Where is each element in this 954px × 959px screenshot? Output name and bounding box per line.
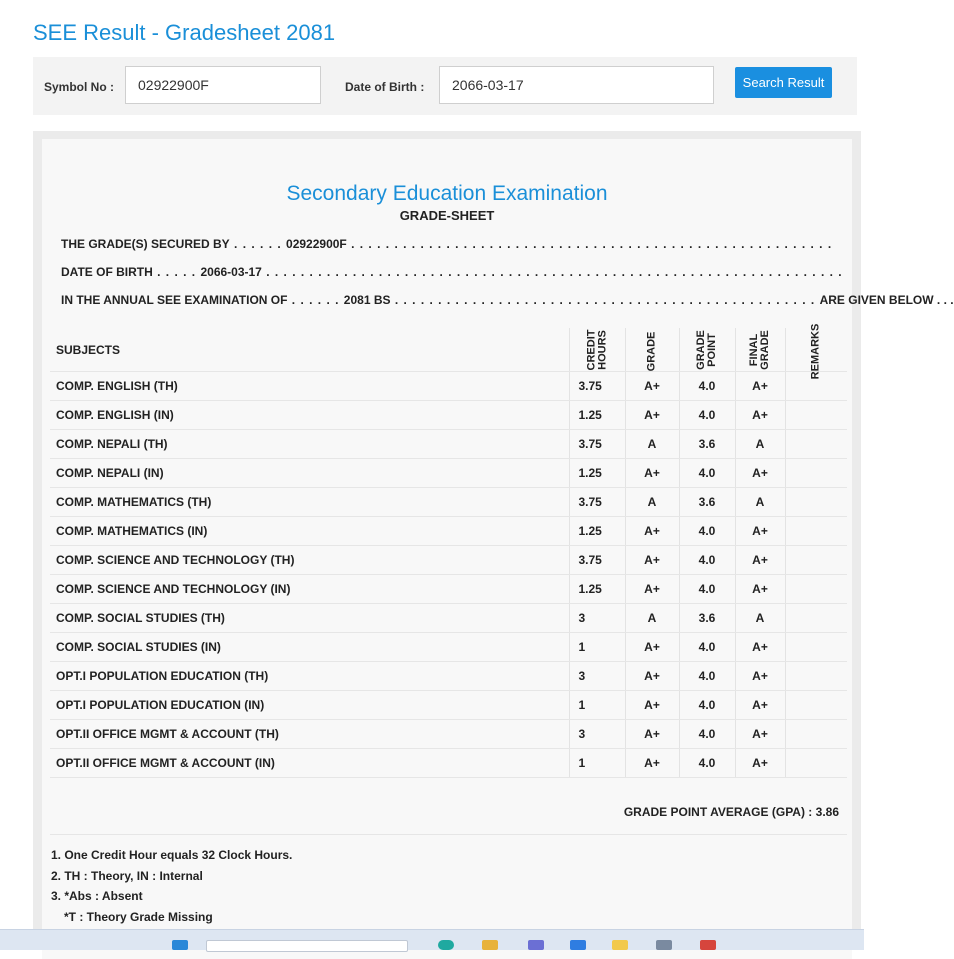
grade-point-cell: 3.6 bbox=[679, 488, 735, 517]
teams-icon[interactable] bbox=[528, 940, 544, 950]
remarks-cell bbox=[785, 546, 847, 575]
grade-cell: A bbox=[625, 604, 679, 633]
credit-hours-cell: 3 bbox=[569, 604, 625, 633]
grade-cell: A+ bbox=[625, 720, 679, 749]
grade-cell: A bbox=[625, 488, 679, 517]
edge-icon[interactable] bbox=[570, 940, 586, 950]
subject-cell: COMP. SCIENCE AND TECHNOLOGY (IN) bbox=[50, 575, 569, 604]
grade-point-cell: 4.0 bbox=[679, 401, 735, 430]
taskbar-search-box[interactable] bbox=[206, 940, 408, 952]
grade-point-cell: 4.0 bbox=[679, 720, 735, 749]
grade-cell: A+ bbox=[625, 575, 679, 604]
grade-point-cell: 4.0 bbox=[679, 662, 735, 691]
notes-list bbox=[51, 845, 292, 927]
header-remarks: REMARKS bbox=[785, 328, 847, 372]
app-icon-2[interactable] bbox=[656, 940, 672, 950]
subject-cell: COMP. SOCIAL STUDIES (TH) bbox=[50, 604, 569, 633]
remarks-cell bbox=[785, 633, 847, 662]
subject-cell: COMP. MATHEMATICS (IN) bbox=[50, 517, 569, 546]
remarks-cell bbox=[785, 575, 847, 604]
table-row bbox=[50, 575, 847, 604]
remarks-cell bbox=[785, 604, 847, 633]
grade-point-cell: 4.0 bbox=[679, 575, 735, 604]
header-subjects: SUBJECTS bbox=[50, 328, 569, 372]
credit-hours-cell: 3 bbox=[569, 720, 625, 749]
grades-table bbox=[50, 323, 847, 778]
remarks-cell bbox=[785, 488, 847, 517]
table-row bbox=[50, 749, 847, 778]
credit-hours-cell: 1.25 bbox=[569, 401, 625, 430]
gpa-row bbox=[50, 787, 847, 835]
credit-hours-cell: 1.25 bbox=[569, 459, 625, 488]
grade-sheet bbox=[42, 139, 954, 959]
final-grade-cell: A+ bbox=[735, 633, 785, 662]
final-grade-cell: A bbox=[735, 488, 785, 517]
sheet-dob-value: 2066-03-17 bbox=[200, 265, 262, 279]
table-row bbox=[50, 401, 847, 430]
given-below: ARE GIVEN BELOW . . . bbox=[819, 293, 954, 307]
browser-icon[interactable] bbox=[438, 940, 454, 950]
header-grade: GRADE bbox=[625, 328, 679, 372]
final-grade-cell: A+ bbox=[735, 372, 785, 401]
grade-cell: A+ bbox=[625, 459, 679, 488]
remarks-cell bbox=[785, 430, 847, 459]
subject-cell: COMP. SOCIAL STUDIES (IN) bbox=[50, 633, 569, 662]
remarks-cell bbox=[785, 459, 847, 488]
final-grade-cell: A bbox=[735, 604, 785, 633]
credit-hours-cell: 1 bbox=[569, 633, 625, 662]
subject-cell: OPT.I POPULATION EDUCATION (IN) bbox=[50, 691, 569, 720]
table-row bbox=[50, 459, 847, 488]
exam-line: IN THE ANNUAL SEE EXAMINATION OF . . . . . . 2081 BS . . . . . . . . . . . . . . . . . . . . . . . . . . . . . . . . . . . . . . . . . . . . . . . . . ARE GIVEN BELOW . . . bbox=[61, 293, 954, 307]
taskbar bbox=[0, 929, 864, 950]
note-item: 2. TH : Theory, IN : Internal bbox=[51, 868, 203, 883]
final-grade-cell: A+ bbox=[735, 459, 785, 488]
note-item: 3. *Abs : Absent bbox=[51, 889, 143, 903]
table-row bbox=[50, 546, 847, 575]
header-credit-hours: CREDIT HOURS bbox=[569, 328, 625, 372]
credit-hours-cell: 1.25 bbox=[569, 517, 625, 546]
credit-hours-cell: 3 bbox=[569, 662, 625, 691]
table-row bbox=[50, 633, 847, 662]
final-grade-cell: A+ bbox=[735, 691, 785, 720]
subject-cell: COMP. NEPALI (TH) bbox=[50, 430, 569, 459]
dob-input[interactable] bbox=[439, 66, 714, 104]
subject-cell: COMP. ENGLISH (TH) bbox=[50, 372, 569, 401]
symbol-no-label: Symbol No : bbox=[44, 80, 115, 94]
credit-hours-cell: 3.75 bbox=[569, 488, 625, 517]
remarks-cell bbox=[785, 662, 847, 691]
credit-hours-cell: 1 bbox=[569, 749, 625, 778]
table-row bbox=[50, 691, 847, 720]
table-row bbox=[50, 430, 847, 459]
folder-icon[interactable] bbox=[482, 940, 498, 950]
final-grade-cell: A+ bbox=[735, 546, 785, 575]
table-row bbox=[50, 720, 847, 749]
final-grade-cell: A+ bbox=[735, 749, 785, 778]
grade-cell: A+ bbox=[625, 401, 679, 430]
grade-sheet-title: GRADE-SHEET bbox=[399, 208, 495, 223]
sheet-dob-label: DATE OF BIRTH bbox=[61, 265, 153, 279]
page-title: SEE Result - Gradesheet 2081 bbox=[33, 20, 336, 45]
app-icon-3[interactable] bbox=[700, 940, 716, 950]
grade-point-cell: 4.0 bbox=[679, 372, 735, 401]
final-grade-cell: A bbox=[735, 430, 785, 459]
credit-hours-cell: 1.25 bbox=[569, 575, 625, 604]
secured-by-value: 02922900F bbox=[286, 237, 347, 251]
table-row bbox=[50, 517, 847, 546]
exam-title: Secondary Education Examination bbox=[286, 182, 608, 205]
remarks-cell bbox=[785, 691, 847, 720]
secured-by-label: THE GRADE(S) SECURED BY bbox=[61, 237, 230, 251]
symbol-no-input[interactable] bbox=[125, 66, 321, 104]
app-icon[interactable] bbox=[612, 940, 628, 950]
subject-cell: OPT.II OFFICE MGMT & ACCOUNT (IN) bbox=[50, 749, 569, 778]
credit-hours-cell: 1 bbox=[569, 691, 625, 720]
grade-cell: A bbox=[625, 430, 679, 459]
header-grade-point: GRADE POINT bbox=[679, 328, 735, 372]
subject-cell: COMP. MATHEMATICS (TH) bbox=[50, 488, 569, 517]
subject-cell: COMP. SCIENCE AND TECHNOLOGY (TH) bbox=[50, 546, 569, 575]
exam-label: IN THE ANNUAL SEE EXAMINATION OF bbox=[61, 293, 288, 307]
final-grade-cell: A+ bbox=[735, 575, 785, 604]
table-row bbox=[50, 488, 847, 517]
grade-point-cell: 4.0 bbox=[679, 691, 735, 720]
subject-cell: COMP. ENGLISH (IN) bbox=[50, 401, 569, 430]
grade-cell: A+ bbox=[625, 372, 679, 401]
dob-label: Date of Birth : bbox=[345, 80, 425, 94]
grade-cell: A+ bbox=[625, 691, 679, 720]
grades-table-body bbox=[50, 372, 847, 778]
remarks-cell bbox=[785, 749, 847, 778]
grade-cell: A+ bbox=[625, 633, 679, 662]
subject-cell: OPT.II OFFICE MGMT & ACCOUNT (TH) bbox=[50, 720, 569, 749]
credit-hours-cell: 3.75 bbox=[569, 430, 625, 459]
grade-point-cell: 4.0 bbox=[679, 749, 735, 778]
gpa-label: GRADE POINT AVERAGE (GPA) : bbox=[623, 805, 813, 819]
grade-cell: A+ bbox=[625, 546, 679, 575]
remarks-cell bbox=[785, 720, 847, 749]
grade-point-cell: 4.0 bbox=[679, 633, 735, 662]
credit-hours-cell: 3.75 bbox=[569, 546, 625, 575]
remarks-cell bbox=[785, 401, 847, 430]
note-item: *T : Theory Grade Missing bbox=[64, 909, 213, 924]
gpa-summary bbox=[624, 805, 839, 819]
grade-cell: A+ bbox=[625, 749, 679, 778]
table-row bbox=[50, 662, 847, 691]
final-grade-cell: A+ bbox=[735, 720, 785, 749]
remarks-cell bbox=[785, 517, 847, 546]
grade-point-cell: 3.6 bbox=[679, 430, 735, 459]
exam-value: 2081 BS bbox=[343, 293, 391, 307]
table-row bbox=[50, 372, 847, 401]
grade-point-cell: 3.6 bbox=[679, 604, 735, 633]
subject-cell: OPT.I POPULATION EDUCATION (TH) bbox=[50, 662, 569, 691]
secured-by-line: THE GRADE(S) SECURED BY . . . . . . 02922900F . . . . . . . . . . . . . . . . . . . . . . . . . . . . . . . . . . . . . . . . . . . . . . . . . . . . . . . . bbox=[61, 237, 833, 251]
search-bar bbox=[33, 57, 857, 115]
grade-point-cell: 4.0 bbox=[679, 546, 735, 575]
final-grade-cell: A+ bbox=[735, 401, 785, 430]
start-icon[interactable] bbox=[172, 940, 188, 950]
grade-point-cell: 4.0 bbox=[679, 517, 735, 546]
note-item: 1. One Credit Hour equals 32 Clock Hours. bbox=[51, 848, 293, 862]
table-row bbox=[50, 604, 847, 633]
header-final-grade: FINAL GRADE bbox=[735, 328, 785, 372]
table-header-row bbox=[50, 328, 847, 372]
result-container bbox=[33, 131, 954, 949]
grade-cell: A+ bbox=[625, 662, 679, 691]
grade-point-cell: 4.0 bbox=[679, 459, 735, 488]
search-result-button[interactable]: Search Result bbox=[735, 67, 832, 98]
dob-line: DATE OF BIRTH . . . . . 2066-03-17 . . . . . . . . . . . . . . . . . . . . . . . . . . . . . . . . . . . . . . . . . . . . . . . . . . . . . . . . . . . . . . . . . . . bbox=[61, 265, 843, 279]
gpa-value: 3.86 bbox=[815, 805, 839, 819]
final-grade-cell: A+ bbox=[735, 662, 785, 691]
subject-cell: COMP. NEPALI (IN) bbox=[50, 459, 569, 488]
final-grade-cell: A+ bbox=[735, 517, 785, 546]
credit-hours-cell: 3.75 bbox=[569, 372, 625, 401]
grade-cell: A+ bbox=[625, 517, 679, 546]
